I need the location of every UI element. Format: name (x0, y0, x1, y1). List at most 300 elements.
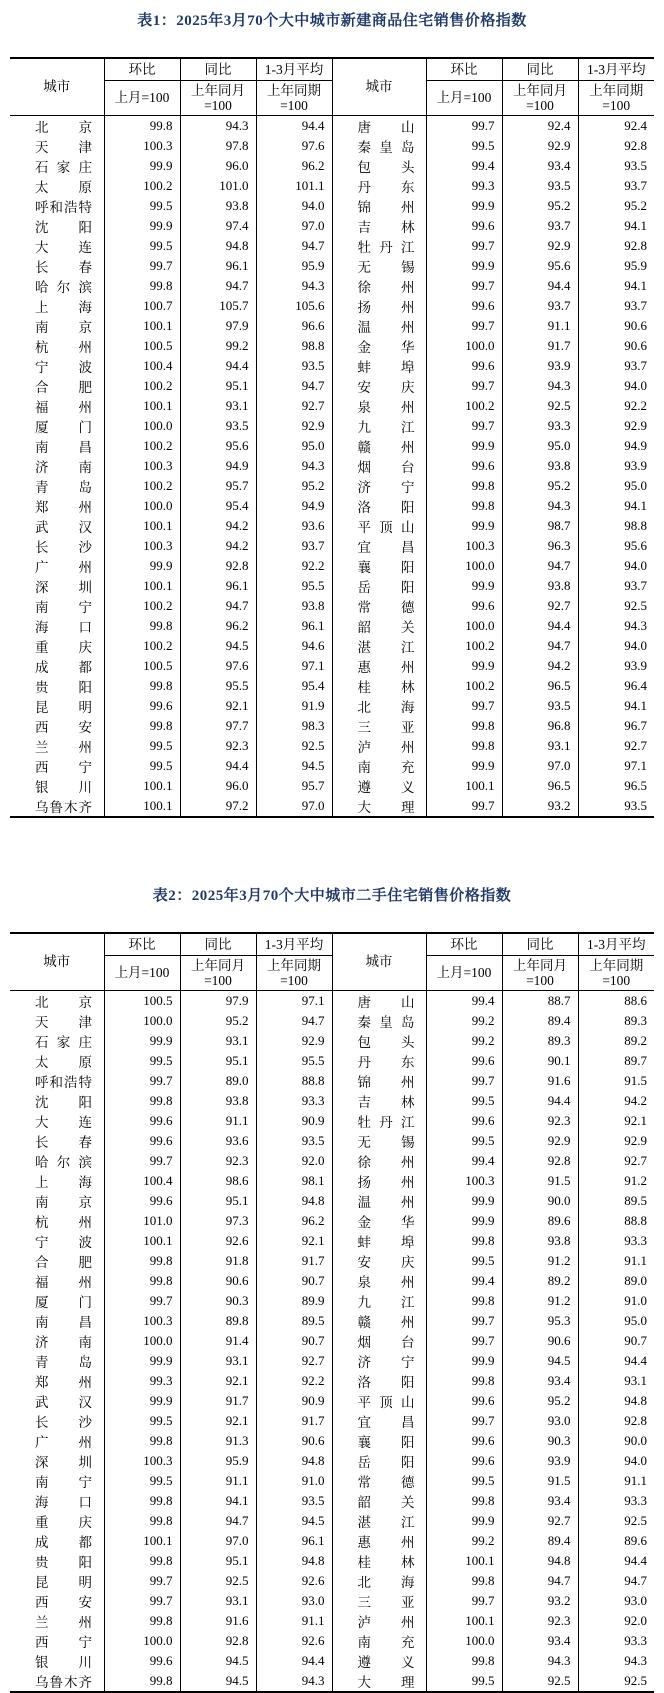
city-name: 九江 (357, 420, 415, 435)
city-name: 南昌 (35, 440, 92, 455)
table-row (10, 1031, 654, 1051)
city-cell (10, 1611, 104, 1631)
city-name: 武汉 (35, 520, 92, 535)
avg-value-cell: 96.2 (256, 1211, 332, 1231)
city-name: 合肥 (35, 1255, 92, 1270)
mom-value-cell: 99.7 (104, 1591, 180, 1611)
avg-value-cell: 94.4 (256, 1651, 332, 1671)
yoy-value-cell: 94.7 (180, 596, 256, 616)
mom-value-cell: 99.7 (426, 236, 502, 256)
city-cell (10, 156, 104, 176)
yoy-value-cell: 95.2 (502, 1391, 578, 1411)
yoy-value-cell: 95.1 (180, 1191, 256, 1211)
yoy-value-cell: 97.6 (180, 656, 256, 676)
table-row (10, 1291, 654, 1311)
mom-value-cell: 99.2 (426, 1031, 502, 1051)
mom-value-cell: 99.8 (104, 1251, 180, 1271)
avg-value-cell: 95.0 (256, 436, 332, 456)
avg-value-cell: 93.5 (256, 1491, 332, 1511)
city-name: 宁波 (35, 360, 92, 375)
city-name: 秦皇岛 (357, 140, 415, 155)
yoy-value-cell: 91.4 (180, 1331, 256, 1351)
mom-value-cell: 100.1 (104, 796, 180, 817)
city-cell (10, 991, 104, 1012)
city-name: 西宁 (35, 1635, 92, 1650)
city-name: 包头 (357, 160, 415, 175)
table-row (10, 716, 654, 736)
mom-value-cell: 100.0 (426, 616, 502, 636)
city-cell (10, 1551, 104, 1571)
city-name: 南宁 (35, 600, 92, 615)
city-cell (332, 176, 426, 196)
city-name: 吉林 (357, 1095, 415, 1110)
mom-value-cell: 100.3 (104, 1311, 180, 1331)
mom-value-cell: 99.9 (426, 1351, 502, 1371)
city-name: 徐州 (357, 1155, 415, 1170)
city-cell (332, 1131, 426, 1151)
avg-value-cell: 91.5 (624, 1073, 647, 1088)
city-cell (10, 1271, 104, 1291)
mom-value-cell: 99.2 (426, 1531, 502, 1551)
avg-value-cell: 94.1 (624, 218, 647, 233)
mom-value-cell: 99.3 (426, 176, 502, 196)
table-row (10, 1371, 654, 1391)
avg-value-cell: 91.7 (256, 1411, 332, 1431)
avg-value-cell: 93.1 (624, 1373, 647, 1388)
city-name: 昆明 (35, 700, 92, 715)
city-name: 乌鲁木齐 (35, 1675, 92, 1690)
city-name: 深圳 (35, 1455, 92, 1470)
avg-value-cell: 90.9 (256, 1391, 332, 1411)
city-name: 哈尔滨 (35, 1155, 92, 1170)
yoy-value-cell: 94.7 (502, 1571, 578, 1591)
city-cell (332, 1551, 426, 1571)
city-cell (10, 316, 104, 336)
avg-value-cell: 92.4 (624, 118, 647, 133)
yoy-value-cell: 94.4 (180, 756, 256, 776)
yoy-value-cell: 93.7 (502, 296, 578, 316)
city-name: 南充 (357, 760, 415, 775)
city-cell (332, 596, 426, 616)
mom-value-cell: 100.2 (426, 396, 502, 416)
mom-value-cell: 99.9 (104, 1031, 180, 1051)
avg-value-cell: 92.9 (624, 418, 647, 433)
table-row (10, 1491, 654, 1511)
avg-value-cell: 94.9 (256, 496, 332, 516)
table-row (10, 576, 654, 596)
avg-value-cell: 96.1 (256, 1531, 332, 1551)
yoy-value-cell: 89.4 (502, 1011, 578, 1031)
avg-value-cell: 90.6 (624, 318, 647, 333)
yoy-value-cell: 96.0 (180, 776, 256, 796)
yoy-value-cell: 94.4 (502, 1091, 578, 1111)
yoy-value-cell: 92.5 (502, 396, 578, 416)
avg-value-cell: 97.0 (256, 796, 332, 817)
avg-value-cell: 92.9 (624, 1133, 647, 1148)
city-name: 牡丹江 (357, 240, 415, 255)
city-cell (332, 256, 426, 276)
yoy-value-cell: 96.5 (502, 776, 578, 796)
mom-value-cell: 99.8 (426, 476, 502, 496)
city-cell (332, 1171, 426, 1191)
city-name: 三亚 (357, 1595, 415, 1610)
yoy-value-cell: 95.5 (180, 676, 256, 696)
city-cell (10, 736, 104, 756)
yoy-value-cell: 95.3 (502, 1311, 578, 1331)
avg-value-cell: 89.5 (624, 1193, 647, 1208)
header-yoy: 同比 (180, 58, 256, 81)
city-name: 郑州 (35, 1375, 92, 1390)
city-name: 太原 (35, 1055, 92, 1070)
yoy-value-cell: 93.5 (502, 176, 578, 196)
avg-value-cell: 94.0 (624, 378, 647, 393)
city-cell (10, 716, 104, 736)
avg-value-cell: 92.8 (624, 1413, 647, 1428)
table-row (10, 1231, 654, 1251)
mom-value-cell: 99.6 (104, 1651, 180, 1671)
city-name: 秦皇岛 (357, 1015, 415, 1030)
avg-value-cell: 94.0 (624, 638, 647, 653)
header-mom-base: 上月=100 (426, 956, 502, 991)
yoy-value-cell: 93.8 (180, 1091, 256, 1111)
city-cell (10, 556, 104, 576)
avg-value-cell: 93.3 (256, 1091, 332, 1111)
table-row (10, 1251, 654, 1271)
avg-value-cell: 93.0 (256, 1591, 332, 1611)
mom-value-cell: 99.8 (104, 1611, 180, 1631)
yoy-value-cell: 94.3 (502, 1651, 578, 1671)
city-cell (332, 396, 426, 416)
city-name: 南充 (357, 1635, 415, 1650)
header-row-group (10, 58, 654, 81)
yoy-value-cell: 95.1 (180, 376, 256, 396)
avg-value-cell: 94.1 (624, 698, 647, 713)
city-name: 西安 (35, 720, 92, 735)
avg-value-cell: 94.3 (256, 276, 332, 296)
city-name: 济宁 (357, 480, 415, 495)
yoy-value-cell: 90.0 (502, 1191, 578, 1211)
mom-value-cell: 99.7 (426, 1411, 502, 1431)
city-name: 武汉 (35, 1395, 92, 1410)
mom-value-cell: 99.5 (426, 1131, 502, 1151)
city-cell (332, 216, 426, 236)
mom-value-cell: 100.3 (104, 136, 180, 156)
city-cell (332, 756, 426, 776)
city-name: 赣州 (357, 440, 415, 455)
city-cell (332, 1231, 426, 1251)
city-cell (10, 1431, 104, 1451)
table-row (10, 656, 654, 676)
mom-value-cell: 99.4 (426, 991, 502, 1012)
city-cell (10, 1471, 104, 1491)
mom-value-cell: 99.2 (426, 1011, 502, 1031)
mom-value-cell: 99.9 (426, 516, 502, 536)
city-name: 岳阳 (357, 1455, 415, 1470)
city-cell (10, 1311, 104, 1331)
mom-value-cell: 100.3 (104, 456, 180, 476)
avg-value-cell: 93.7 (624, 578, 647, 593)
table-row (10, 1151, 654, 1171)
city-cell (332, 1471, 426, 1491)
city-name: 杭州 (35, 1215, 92, 1230)
mom-value-cell: 99.8 (104, 1091, 180, 1111)
avg-value-cell: 92.0 (256, 1151, 332, 1171)
yoy-value-cell: 97.3 (180, 1211, 256, 1231)
yoy-value-cell: 96.0 (180, 156, 256, 176)
city-name: 上海 (35, 1175, 92, 1190)
yoy-value-cell: 91.3 (180, 1431, 256, 1451)
avg-value-cell: 92.1 (256, 1231, 332, 1251)
mom-value-cell: 99.9 (426, 436, 502, 456)
city-name: 深圳 (35, 580, 92, 595)
city-name: 贵阳 (35, 1555, 92, 1570)
avg-value-cell: 92.7 (624, 1153, 647, 1168)
mom-value-cell: 100.1 (104, 516, 180, 536)
city-name: 丹东 (357, 180, 415, 195)
avg-value-cell: 94.5 (256, 756, 332, 776)
yoy-value-cell: 92.9 (502, 136, 578, 156)
city-name: 福州 (35, 1275, 92, 1290)
yoy-value-cell: 101.0 (180, 176, 256, 196)
yoy-value-cell: 97.9 (180, 991, 256, 1012)
mom-value-cell: 99.5 (426, 1671, 502, 1692)
city-name: 广州 (35, 1435, 92, 1450)
city-name: 洛阳 (357, 500, 415, 515)
mom-value-cell: 100.1 (104, 576, 180, 596)
mom-value-cell: 99.6 (426, 1111, 502, 1131)
mom-value-cell: 100.1 (426, 1611, 502, 1631)
city-name: 扬州 (357, 1175, 415, 1190)
header-mom: 环比 (426, 58, 502, 81)
avg-value-cell: 97.1 (256, 991, 332, 1012)
avg-value-cell: 92.5 (624, 1673, 647, 1688)
city-name: 长沙 (35, 540, 92, 555)
avg-value-cell: 93.0 (624, 1593, 647, 1608)
yoy-value-cell: 97.8 (180, 136, 256, 156)
mom-value-cell: 99.8 (104, 1511, 180, 1531)
city-name: 徐州 (357, 280, 415, 295)
city-cell (10, 1211, 104, 1231)
city-name: 北海 (357, 700, 415, 715)
mom-value-cell: 99.9 (426, 1511, 502, 1531)
city-name: 哈尔滨 (35, 280, 92, 295)
city-cell (10, 396, 104, 416)
city-cell (332, 1671, 426, 1692)
avg-value-cell: 95.0 (624, 1313, 647, 1328)
yoy-value-cell: 94.5 (502, 1351, 578, 1371)
mom-value-cell: 100.2 (104, 176, 180, 196)
yoy-value-cell: 97.0 (180, 1531, 256, 1551)
city-cell (10, 416, 104, 436)
yoy-value-cell: 96.3 (502, 536, 578, 556)
avg-value-cell: 92.7 (256, 396, 332, 416)
city-name: 呼和浩特 (35, 1075, 92, 1090)
mom-value-cell: 99.7 (426, 1311, 502, 1331)
city-cell (332, 376, 426, 396)
mom-value-cell: 99.7 (426, 796, 502, 817)
mom-value-cell: 99.8 (104, 1671, 180, 1692)
city-name: 常德 (357, 1475, 415, 1490)
mom-value-cell: 100.1 (426, 1551, 502, 1571)
avg-value-cell: 94.7 (624, 1573, 647, 1588)
avg-value-cell: 91.0 (256, 1471, 332, 1491)
mom-value-cell: 100.4 (104, 356, 180, 376)
table-row (10, 316, 654, 336)
avg-value-cell: 94.8 (256, 1551, 332, 1571)
mom-value-cell: 99.9 (426, 1211, 502, 1231)
mom-value-cell: 100.4 (104, 1171, 180, 1191)
mom-value-cell: 99.7 (426, 316, 502, 336)
header-city: 城市 (332, 933, 426, 991)
yoy-value-cell: 92.4 (502, 116, 578, 137)
table-row (10, 636, 654, 656)
avg-value-cell: 93.3 (624, 1233, 647, 1248)
yoy-value-cell: 97.4 (180, 216, 256, 236)
table-row (10, 736, 654, 756)
yoy-value-cell: 94.8 (502, 1551, 578, 1571)
city-name: 兰州 (35, 740, 92, 755)
city-cell (332, 696, 426, 716)
city-name: 乌鲁木齐 (35, 800, 92, 815)
city-cell (332, 1151, 426, 1171)
city-name: 丹东 (357, 1055, 415, 1070)
table-row (10, 136, 654, 156)
table-row (10, 1431, 654, 1451)
city-name: 海口 (35, 620, 92, 635)
mom-value-cell: 99.5 (104, 1411, 180, 1431)
city-name: 泉州 (357, 1275, 415, 1290)
avg-value-cell: 95.2 (624, 198, 647, 213)
city-name: 上海 (35, 300, 92, 315)
yoy-value-cell: 90.6 (180, 1271, 256, 1291)
city-cell (10, 1391, 104, 1411)
avg-value-cell: 92.0 (624, 1613, 647, 1628)
yoy-value-cell: 95.4 (180, 496, 256, 516)
city-name: 遵义 (357, 1655, 415, 1670)
city-cell (332, 1331, 426, 1351)
city-cell (10, 616, 104, 636)
city-cell (332, 436, 426, 456)
city-name: 成都 (35, 1535, 92, 1550)
mom-value-cell: 99.3 (104, 1371, 180, 1391)
city-cell (10, 576, 104, 596)
avg-value-cell: 94.8 (256, 1451, 332, 1471)
avg-value-cell: 94.6 (256, 636, 332, 656)
yoy-value-cell: 93.3 (502, 416, 578, 436)
table1-title: 表1：2025年3月70个大中城市新建商品住宅销售价格指数 (137, 13, 527, 29)
city-cell (10, 1111, 104, 1131)
mom-value-cell: 99.5 (426, 1471, 502, 1491)
mom-value-cell: 99.9 (104, 156, 180, 176)
city-name: 西宁 (35, 760, 92, 775)
yoy-value-cell: 89.6 (502, 1211, 578, 1231)
mom-value-cell: 99.5 (104, 756, 180, 776)
avg-value-cell: 94.3 (624, 1653, 647, 1668)
yoy-value-cell: 95.2 (180, 1011, 256, 1031)
city-cell (10, 1151, 104, 1171)
city-cell (10, 336, 104, 356)
avg-value-cell: 96.2 (256, 156, 332, 176)
city-cell (10, 136, 104, 156)
city-cell (10, 1251, 104, 1271)
city-cell (10, 1651, 104, 1671)
city-cell (332, 196, 426, 216)
city-cell (332, 1291, 426, 1311)
city-name: 无锡 (357, 1135, 415, 1150)
avg-value-cell: 93.3 (624, 1493, 647, 1508)
city-cell (332, 1011, 426, 1031)
table-row (10, 376, 654, 396)
yoy-value-cell: 98.6 (180, 1171, 256, 1191)
avg-value-cell: 94.3 (256, 1671, 332, 1692)
yoy-value-cell: 93.4 (502, 1491, 578, 1511)
mom-value-cell: 99.5 (104, 1471, 180, 1491)
table-row (10, 696, 654, 716)
avg-value-cell: 92.5 (624, 598, 647, 613)
avg-value-cell: 94.0 (256, 196, 332, 216)
yoy-value-cell: 92.3 (502, 1611, 578, 1631)
city-cell (10, 1511, 104, 1531)
city-cell (10, 1571, 104, 1591)
yoy-value-cell: 92.1 (180, 1371, 256, 1391)
avg-value-cell: 92.9 (256, 1031, 332, 1051)
yoy-value-cell: 94.2 (502, 656, 578, 676)
city-name: 南昌 (35, 1315, 92, 1330)
mom-value-cell: 100.1 (104, 316, 180, 336)
city-name: 温州 (357, 320, 415, 335)
yoy-value-cell: 93.1 (180, 396, 256, 416)
yoy-value-cell: 93.8 (502, 456, 578, 476)
avg-value-cell: 95.5 (256, 576, 332, 596)
city-name: 天津 (35, 1015, 92, 1030)
avg-value-cell: 92.8 (624, 238, 647, 253)
city-cell (10, 1131, 104, 1151)
yoy-value-cell: 95.2 (502, 476, 578, 496)
mom-value-cell: 100.5 (104, 656, 180, 676)
header-mom-base: 上月=100 (104, 956, 180, 991)
avg-value-cell: 97.6 (256, 136, 332, 156)
mom-value-cell: 99.9 (426, 1191, 502, 1211)
table-row (10, 496, 654, 516)
yoy-value-cell: 92.5 (502, 1671, 578, 1692)
yoy-value-cell: 96.2 (180, 616, 256, 636)
table-row (10, 456, 654, 476)
mom-value-cell: 99.8 (104, 1551, 180, 1571)
city-name: 锦州 (357, 1075, 415, 1090)
mom-value-cell: 100.0 (104, 1011, 180, 1031)
yoy-value-cell: 94.2 (180, 536, 256, 556)
avg-value-cell: 93.3 (624, 1633, 647, 1648)
mom-value-cell: 100.0 (426, 1631, 502, 1651)
mom-value-cell: 99.8 (426, 736, 502, 756)
table-row (10, 416, 654, 436)
city-name: 银川 (35, 780, 92, 795)
avg-value-cell: 105.6 (256, 296, 332, 316)
city-cell (10, 456, 104, 476)
city-cell (332, 1371, 426, 1391)
city-name: 湛江 (357, 640, 415, 655)
mom-value-cell: 99.8 (426, 716, 502, 736)
avg-value-cell: 93.8 (256, 596, 332, 616)
mom-value-cell: 100.2 (426, 676, 502, 696)
yoy-value-cell: 92.8 (502, 1151, 578, 1171)
header-avg: 1-3月平均 (256, 933, 332, 956)
mom-value-cell: 99.6 (426, 456, 502, 476)
table-row (10, 1091, 654, 1111)
city-cell (332, 1311, 426, 1331)
city-name: 安庆 (357, 1255, 415, 1270)
avg-value-cell: 88.8 (624, 1213, 647, 1228)
